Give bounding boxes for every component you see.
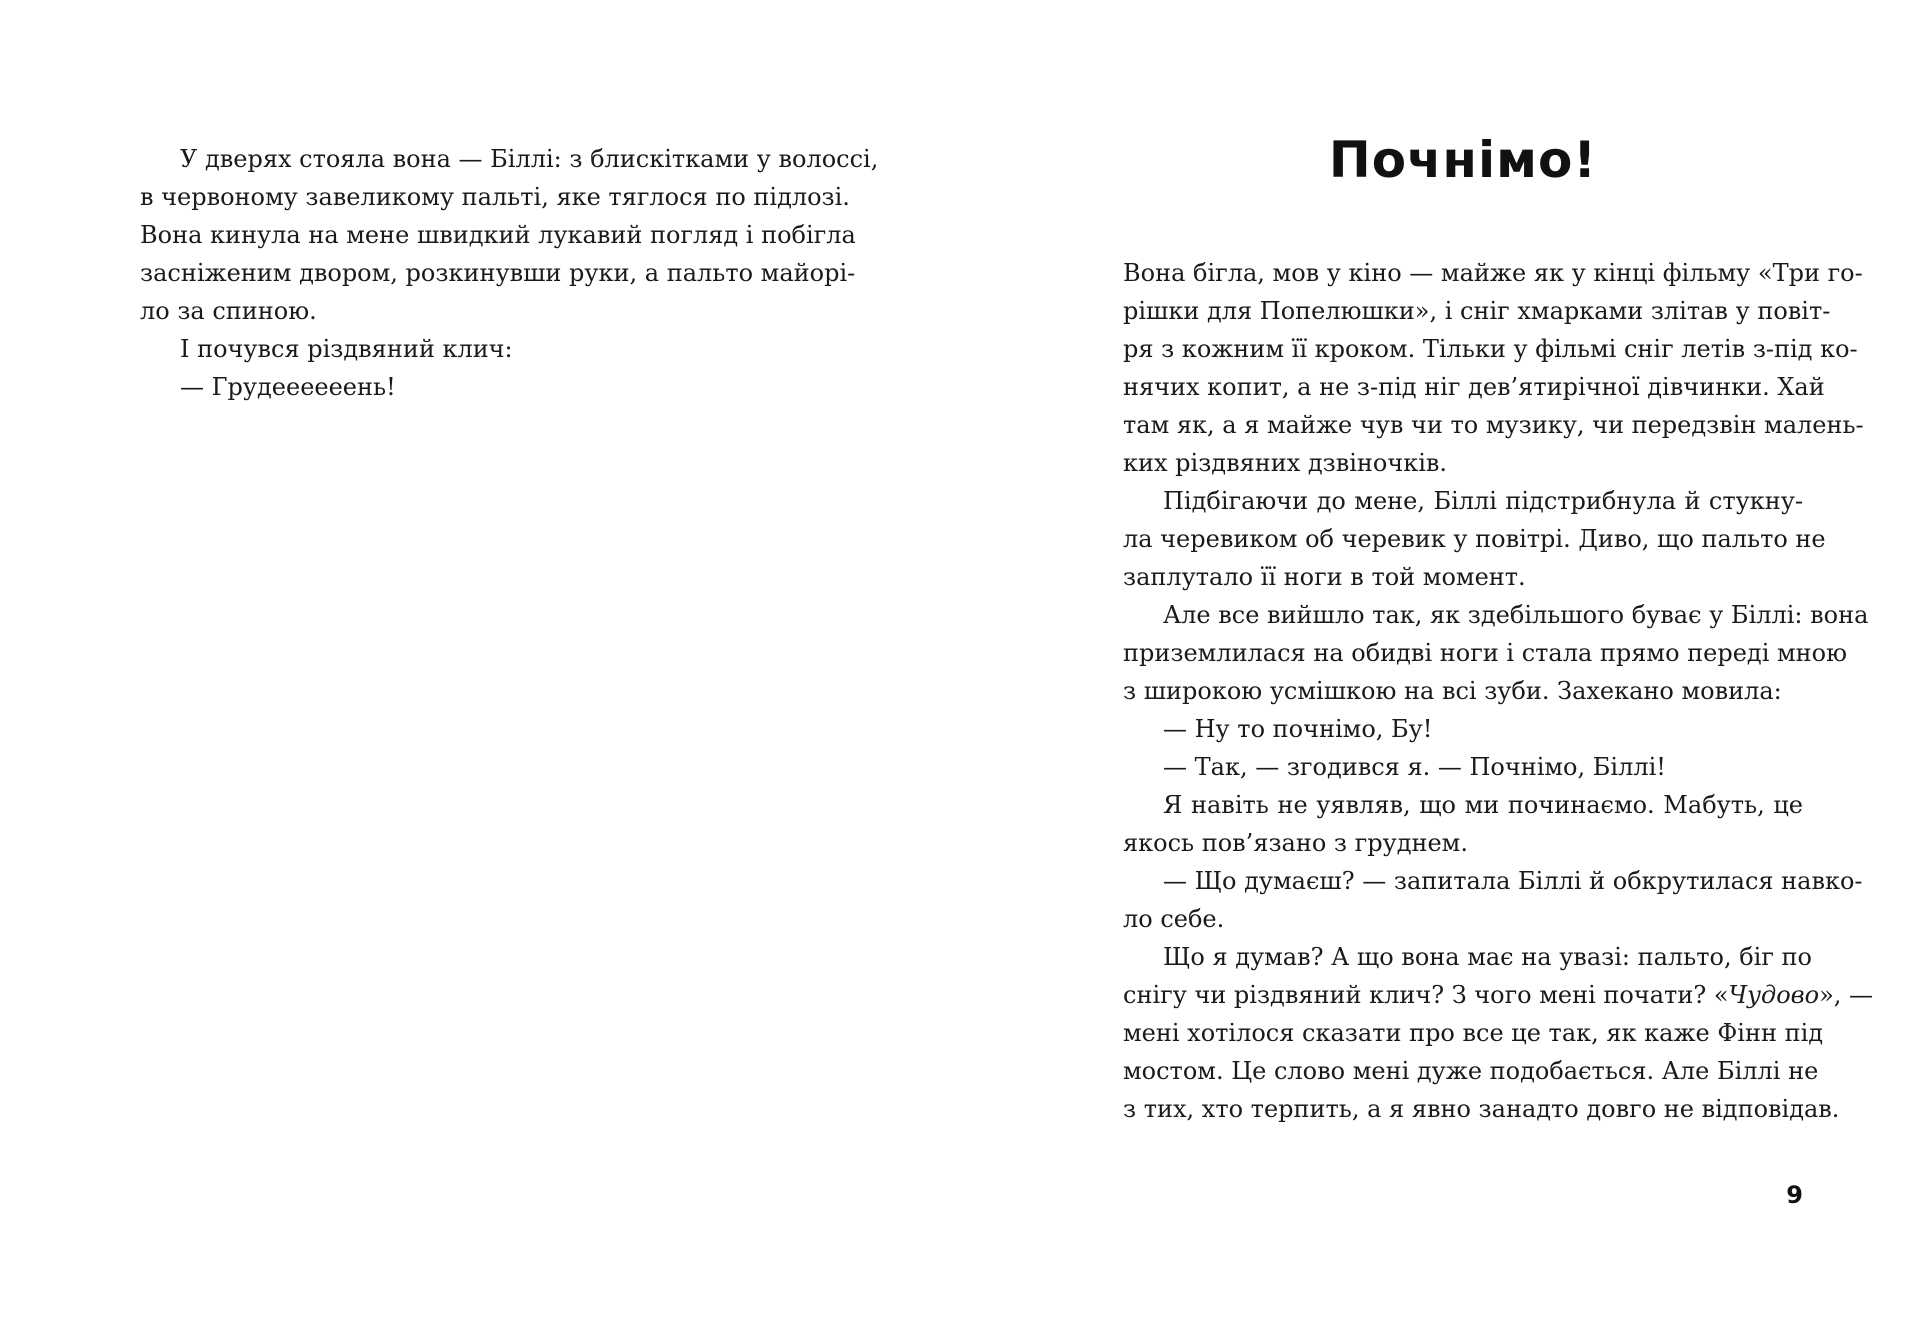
text-line: У дверях стояла вона — Біллі: з блискітками у волоссі, [180,145,879,173]
page-number: 9 [1786,1181,1803,1209]
text-line: засніженим двором, розкинувши руки, а пальто майорі- [140,259,856,287]
text-line-with-italic [1123,976,1874,1014]
text-line: Вона кинула на мене швидкий лукавий погляд і побігла [140,221,856,249]
chapter-title: Почнімо! [1328,131,1598,189]
text-line: ря з кожним її кроком. Тільки у фільмі сніг летів з-під ко- [1123,335,1858,363]
text-line: заплутало її ноги в той момент. [1123,563,1526,591]
text-line: — Що думаєш? — запитала Біллі й обкрутилася навко- [1163,867,1863,895]
text-line: Вона бігла, мов у кіно — майже як у кінці фільму «Три го- [1123,259,1863,287]
text-segment: снігу чи різдвяний клич? З чого мені почати? « [1123,981,1729,1009]
text-segment: », — [1819,981,1874,1009]
text-line: ла черевиком об черевик у повітрі. Диво, що пальто не [1123,525,1826,553]
text-line: рішки для Попелюшки», і сніг хмарками злітав у повіт- [1123,297,1831,325]
text-line: ло себе. [1123,905,1225,933]
text-line: там як, а я майже чув чи то музику, чи передзвін малень- [1123,411,1864,439]
text-line: Але все вийшло так, як здебільшого буває у Біллі: вона [1163,601,1869,629]
text-line: Що я думав? А що вона має на увазі: пальто, біг по [1163,943,1812,971]
text-line: Я навіть не уявляв, що ми починаємо. Мабуть, це [1163,791,1803,819]
text-line: — Грудеееееень! [180,373,396,401]
text-line: мені хотілося сказати про все це так, як каже Фінн під [1123,1019,1824,1047]
text-line: Підбігаючи до мене, Біллі підстрибнула й стукну- [1163,487,1803,515]
text-line: якось пов’язано з груднем. [1123,829,1468,857]
text-line: — Ну то почнімо, Бу! [1163,715,1433,743]
text-line: нячих копит, а не з-під ніг дев’ятирічної дівчинки. Хай [1123,373,1825,401]
text-line: в червоному завеликому пальті, яке тяглося по підлозі. [140,183,850,211]
text-line: з тих, хто терпить, а я явно занадто довго не відповідав. [1123,1095,1840,1123]
text-line: І почувся різдвяний клич: [180,335,513,363]
text-line: приземлилася на обидві ноги і стала прямо переді мною [1123,639,1848,667]
text-line: — Так, — згодився я. — Почнімо, Біллі! [1163,753,1666,781]
text-line: ких різдвяних дзвіночків. [1123,449,1448,477]
text-line: мостом. Це слово мені дуже подобається. Але Біллі не [1123,1057,1819,1085]
italic-word: Чудово [1728,981,1820,1009]
text-line: з широкою усмішкою на всі зуби. Захекано мовила: [1123,677,1782,705]
text-line: ло за спиною. [140,297,317,325]
